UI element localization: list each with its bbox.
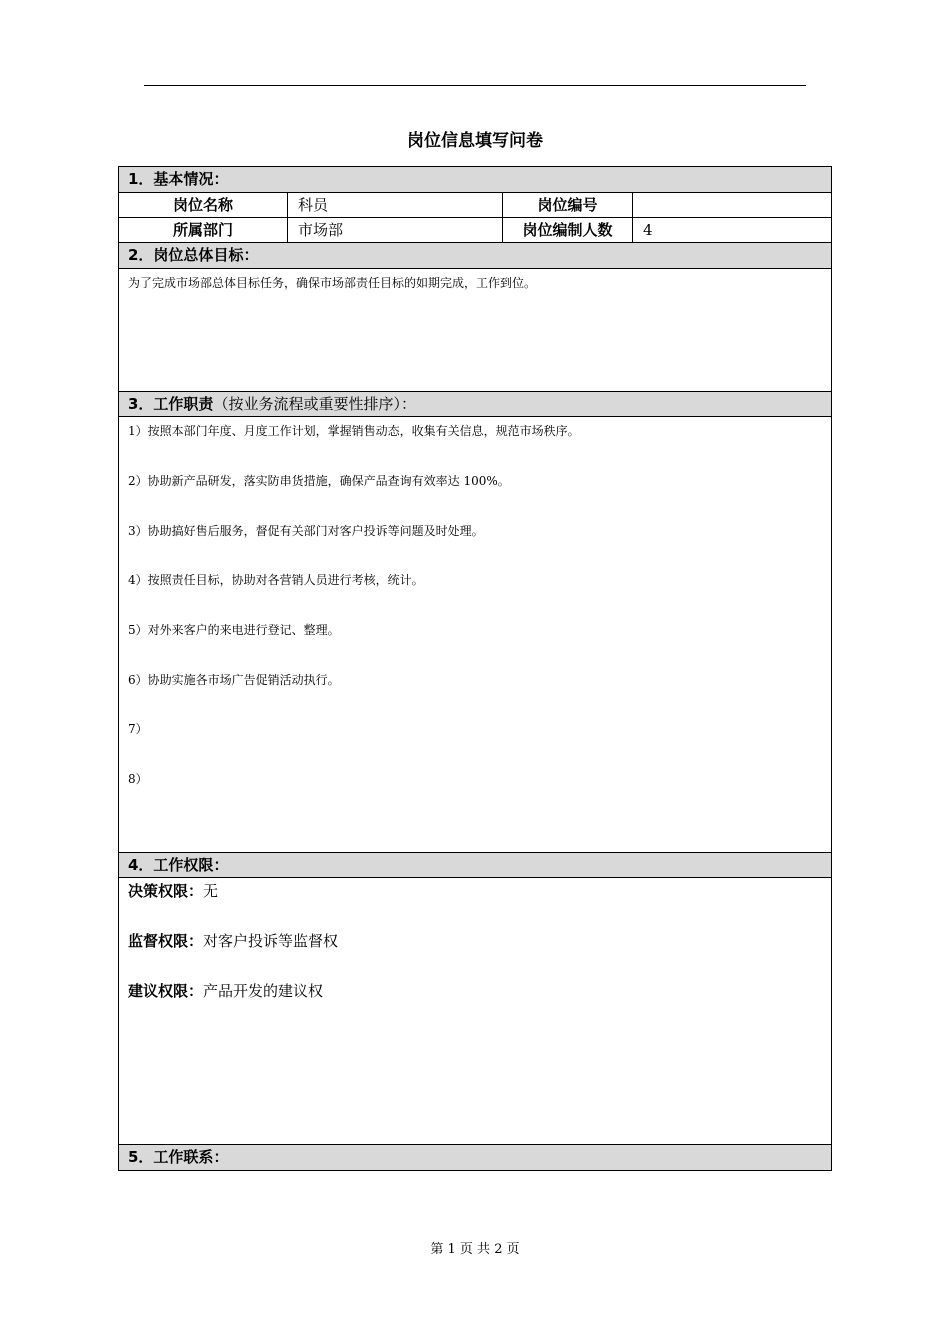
position-name-label: 岗位名称 bbox=[172, 196, 233, 214]
duty-item-5: 5）对外来客户的来电进行登记、整理。 bbox=[128, 623, 340, 637]
document-title: 岗位信息填写问卷 bbox=[407, 131, 543, 151]
headcount-value: 4 bbox=[632, 218, 831, 242]
headcount-label: 岗位编制人数 bbox=[502, 218, 632, 242]
department-label: 所属部门 bbox=[172, 221, 233, 239]
advisory-authority bbox=[128, 981, 323, 1001]
header-rule bbox=[144, 85, 806, 86]
section-duties-heading bbox=[119, 391, 831, 417]
position-name-value: 科员 bbox=[287, 193, 502, 217]
supervision-authority-value: 对客户投诉等监督权 bbox=[203, 932, 339, 950]
duty-item-3: 3）协助搞好售后服务，督促有关部门对客户投诉等问题及时处理。 bbox=[128, 524, 484, 538]
page-footer: 第 1 页 共 2 页 bbox=[430, 1242, 520, 1257]
questionnaire-form bbox=[118, 166, 832, 1171]
duties-heading-note: （按业务流程或重要性排序）： bbox=[213, 395, 416, 413]
advisory-authority-value: 产品开发的建议权 bbox=[203, 982, 324, 1000]
position-code-value bbox=[632, 193, 831, 217]
overall-goal-text: 为了完成市场部总体目标任务，确保市场部责任目标的如期完成，工作到位。 bbox=[128, 276, 537, 290]
section-relations-heading: 5．工作联系： bbox=[119, 1144, 831, 1170]
section-overall-goal-heading: 2．岗位总体目标： bbox=[119, 243, 831, 269]
duty-item-6: 6）协助实施各市场广告促销活动执行。 bbox=[128, 673, 340, 687]
department-value: 市场部 bbox=[287, 218, 502, 242]
advisory-authority-label: 建议权限： bbox=[128, 982, 204, 1000]
section-authority-heading: 4．工作权限： bbox=[119, 852, 831, 878]
duty-item-7: 7） bbox=[128, 722, 148, 736]
supervision-authority-label: 监督权限： bbox=[128, 932, 204, 950]
duty-item-8: 8） bbox=[128, 772, 148, 786]
duty-item-4: 4）按照责任目标，协助对各营销人员进行考核，统计。 bbox=[128, 573, 424, 587]
decision-authority-value: 无 bbox=[203, 882, 219, 900]
duty-item-1: 1）按照本部门年度、月度工作计划，掌握销售动态，收集有关信息，规范市场秩序。 bbox=[128, 424, 580, 438]
supervision-authority bbox=[128, 931, 338, 951]
basic-info-row-1 bbox=[119, 193, 831, 218]
section-basic-info-heading: 1．基本情况： bbox=[119, 167, 831, 193]
duties-heading-main: 3．工作职责 bbox=[128, 395, 214, 413]
position-code-label: 岗位编号 bbox=[502, 193, 632, 217]
basic-info-row-2 bbox=[119, 218, 831, 243]
duty-item-2: 2）协助新产品研发，落实防串货措施，确保产品查询有效率达 100%。 bbox=[128, 474, 510, 488]
decision-authority-label: 决策权限： bbox=[128, 882, 204, 900]
decision-authority bbox=[128, 881, 218, 901]
